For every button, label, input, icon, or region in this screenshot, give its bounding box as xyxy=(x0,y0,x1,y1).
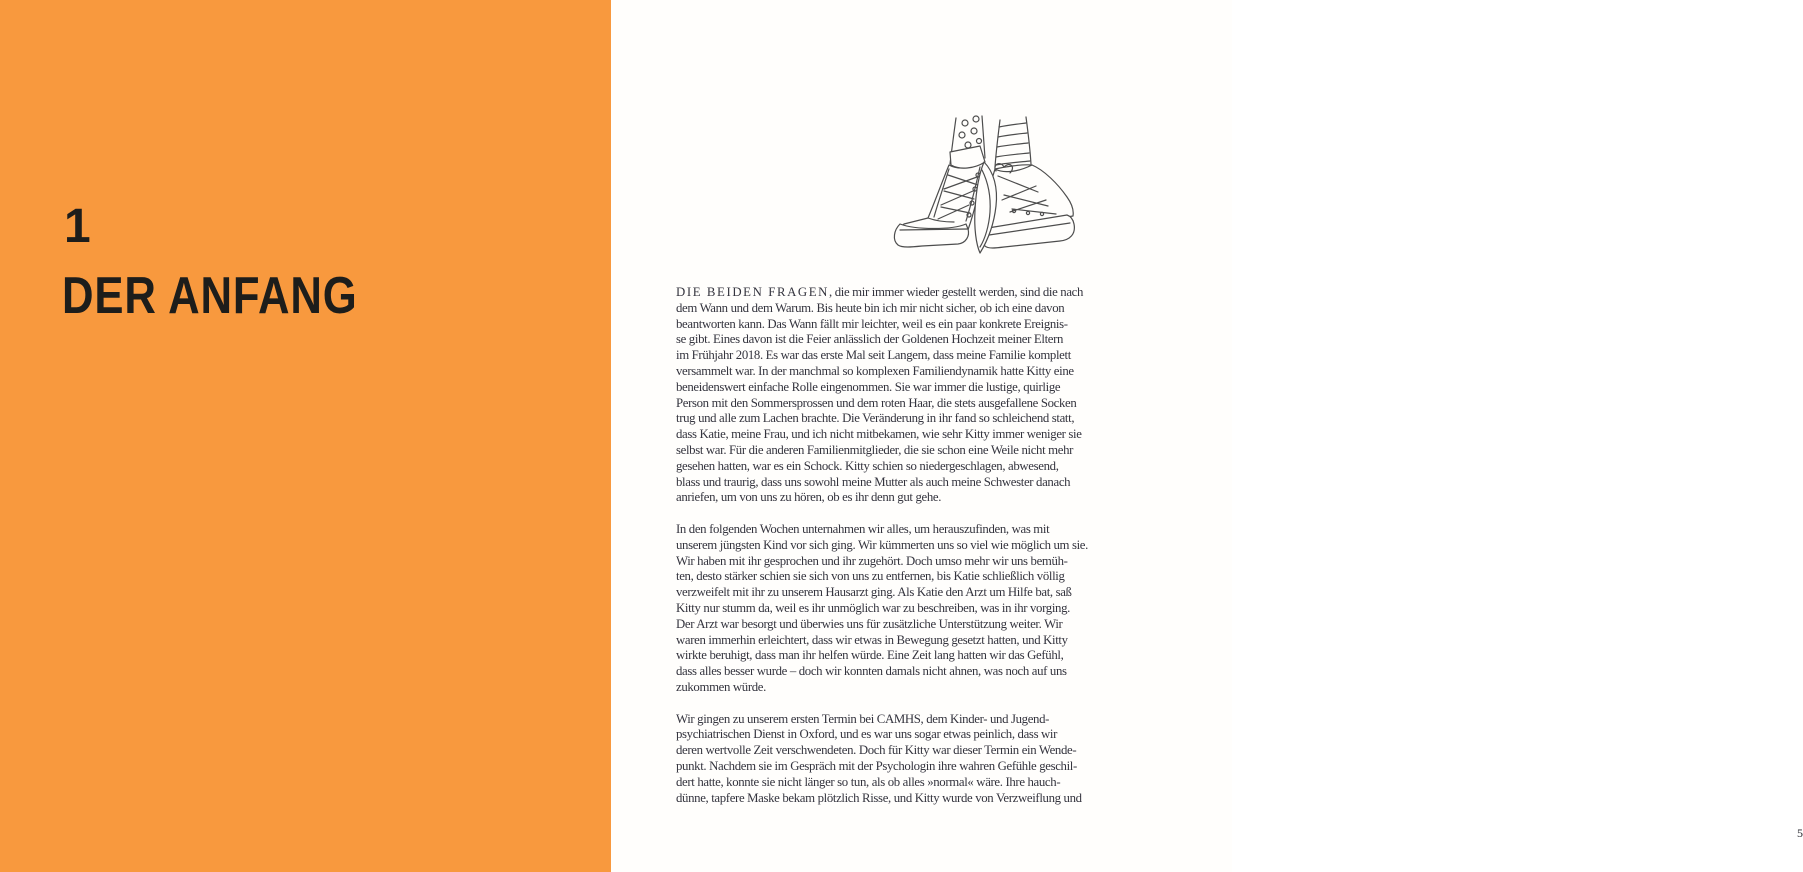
text-line: dünne, tapfere Maske bekam plötzlich Risse, und Kitty wurde von Verzweiflung und xyxy=(676,790,1082,805)
text-line: dass alles besser wurde – doch wir konnten damals nicht ahnen, was noch auf uns xyxy=(676,664,1067,679)
book-page xyxy=(611,0,1803,872)
text-line: trug und alle zum Lachen brachte. Die Veränderung in ihr fand so schleichend statt, xyxy=(676,411,1075,426)
text-line: deren wertvolle Zeit verschwendeten. Doch für Kitty war dieser Termin ein Wende- xyxy=(676,743,1077,758)
text-line: dert hatte, konnte sie nicht länger so tun, als ob alles »normal« wäre. Ihre hauch- xyxy=(676,774,1061,789)
text-line: im Frühjahr 2018. Es war das erste Mal seit Langem, dass meine Familie komplett xyxy=(676,348,1071,363)
text-line: unserem jüngsten Kind vor sich ging. Wir kümmerten uns so viel wie möglich um sie. xyxy=(676,537,1088,552)
text-line: psychiatrischen Dienst in Oxford, und es war uns sogar etwas peinlich, dass wir xyxy=(676,727,1058,742)
text-line: dem Wann und dem Warum. Bis heute bin ich mir nicht sicher, ob ich eine davon xyxy=(676,300,1065,315)
chapter-divider-panel xyxy=(0,0,611,872)
text-line: Der Arzt war besorgt und überwies uns für zusätzliche Unterstützung weiter. Wir xyxy=(676,616,1063,631)
paragraph-opener: DIE BEIDEN FRAGEN xyxy=(676,285,830,299)
chapter-title: DER ANFANG xyxy=(62,267,358,325)
text-line: zukommen würde. xyxy=(676,679,766,694)
text-line: beneidenswert einfache Rolle eingenommen. Sie war immer die lustige, quirlige xyxy=(676,379,1061,394)
text-line: se gibt. Eines davon ist die Feier anlässlich der Goldenen Hochzeit meiner Eltern xyxy=(676,332,1064,347)
body-text xyxy=(676,285,1112,806)
sneakers-illustration xyxy=(892,112,1084,262)
text-line: Kitty nur stumm da, weil es ihr unmöglich war zu beschreiben, was in ihr vorging. xyxy=(676,600,1070,615)
chapter-number: 1 xyxy=(64,200,91,253)
paragraph xyxy=(676,712,1112,807)
text-line: ten, desto stärker schien sie sich von uns zu entfernen, bis Katie schließlich völlig xyxy=(676,569,1065,584)
text-line: dass Katie, meine Frau, und ich nicht mitbekamen, wie sehr Kitty immer weniger sie xyxy=(676,427,1082,442)
text-line: gesehen hatten, war es ein Schock. Kitty schien so niedergeschlagen, abwesend, xyxy=(676,458,1059,473)
text-line: blass und traurig, dass uns sowohl meine Mutter als auch meine Schwester danach xyxy=(676,474,1071,489)
text-line: selbst war. Für die anderen Familienmitglieder, die sie schon eine Weile nicht mehr xyxy=(676,442,1074,457)
text-line: Person mit den Sommersprossen und dem roten Haar, die stets ausgefallene Socken xyxy=(676,395,1077,410)
text-line: wirkte beruhigt, dass man ihr helfen würde. Eine Zeit lang hatten wir das Gefühl, xyxy=(676,648,1064,663)
striped-sock xyxy=(995,117,1031,167)
text-line: In den folgenden Wochen unternahmen wir alles, um herauszufinden, was mit xyxy=(676,521,1050,536)
text-line: punkt. Nachdem sie im Gespräch mit der Psychologin ihre wahren Gefühle geschil- xyxy=(676,758,1077,773)
left-sneaker xyxy=(894,146,985,247)
paragraph xyxy=(676,522,1112,696)
text-line: verzweifelt mit ihr zu unserem Hausarzt ging. Als Katie den Arzt um Hilfe bat, saß xyxy=(676,585,1072,600)
text-line: beantworten kann. Das Wann fällt mir leichter, weil es ein paar konkrete Ereignis- xyxy=(676,316,1068,331)
page-number: 5 xyxy=(1797,826,1803,840)
text-line: waren immerhin erleichtert, dass wir etwas in Bewegung gesetzt hatten, und Kitty xyxy=(676,632,1068,647)
text-line: Wir haben mit ihr gesprochen und ihr zugehört. Doch umso mehr wir uns bemüh- xyxy=(676,553,1068,568)
text-line: anriefen, um von uns zu hören, ob es ihr denn gut gehe. xyxy=(676,490,942,505)
paragraph xyxy=(676,285,1112,506)
text-line: DIE BEIDEN FRAGEN, die mir immer wieder gestellt werden, sind die nach xyxy=(676,285,1084,299)
text-line: Wir gingen zu unserem ersten Termin bei CAMHS, dem Kinder- und Jugend- xyxy=(676,711,1050,726)
text-line: versammelt war. In der manchmal so komplexen Familiendynamik hatte Kitty eine xyxy=(676,363,1074,378)
